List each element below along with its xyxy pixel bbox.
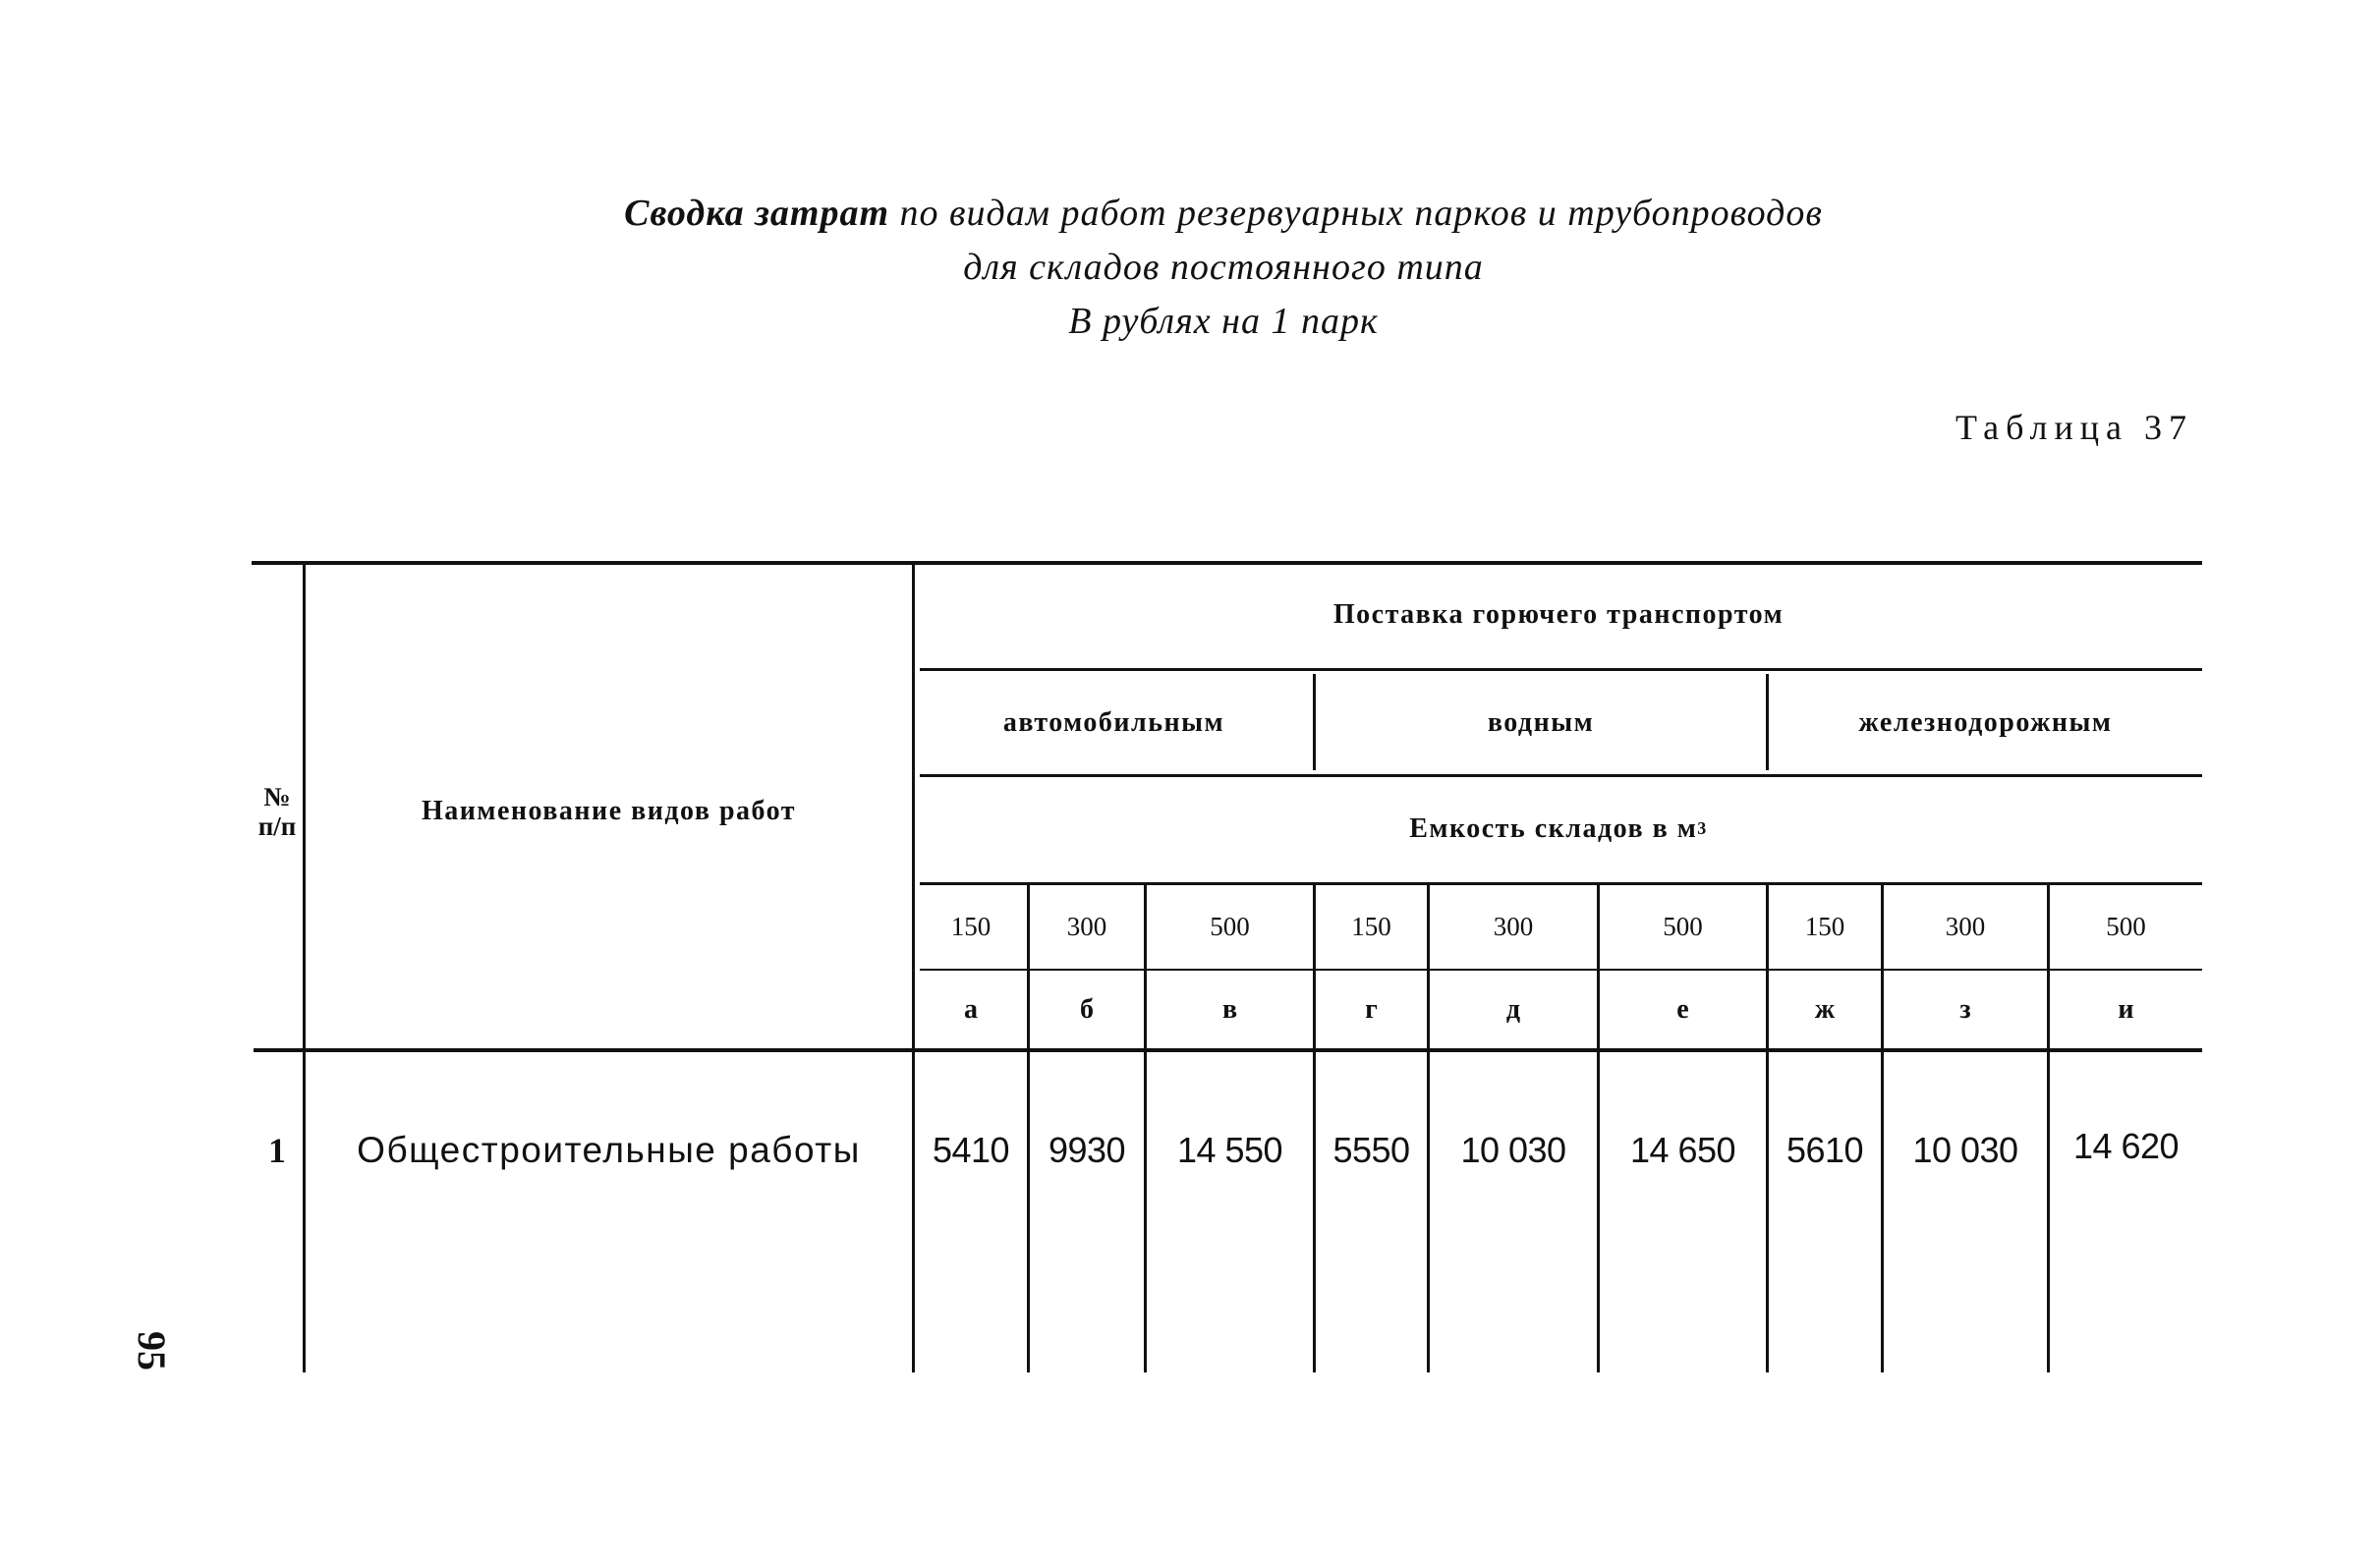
volume-cell-h: 300 <box>1945 912 1986 941</box>
document-title <box>0 187 2380 349</box>
rule-under-transport <box>920 774 2202 777</box>
header-capacity-unit: 3 <box>1697 818 1708 838</box>
title-line-1 <box>0 187 2380 241</box>
rule-header-bottom <box>254 1048 2202 1052</box>
row-1-value-h: 10 030 <box>1912 1130 2018 1170</box>
table-top-rule <box>252 561 2202 565</box>
volume-cell-f: 500 <box>1663 912 1703 941</box>
row-1-value-i: 14 620 <box>2072 1126 2180 1166</box>
row-1-name: Общестроительные работы <box>357 1130 861 1170</box>
row-1-value-g: 5610 <box>1785 1130 1864 1170</box>
volume-cell-b: 300 <box>1066 912 1107 941</box>
letter-cell-a: а <box>964 994 978 1025</box>
cost-summary-table <box>252 561 2202 1372</box>
volume-cell-g: 150 <box>1804 912 1845 941</box>
volume-cell-d: 150 <box>1351 912 1391 941</box>
header-transport-rail: железнодорожным <box>1858 707 2113 738</box>
page-number: 95 <box>130 1331 174 1370</box>
letter-cell-e: д <box>1505 994 1521 1025</box>
row-1-number: 1 <box>268 1131 286 1170</box>
letter-cell-i: и <box>2118 994 2134 1025</box>
table-label: Таблица 37 <box>1955 408 2193 447</box>
header-delivery: Поставка горючего транспортом <box>1332 599 1785 630</box>
rule-under-volumes <box>920 969 2202 971</box>
row-1-value-c: 14 550 <box>1176 1130 1283 1170</box>
volume-cell-a: 150 <box>950 912 992 941</box>
title-bold-part: Сводка затрат <box>624 193 890 234</box>
letter-cell-f: е <box>1676 994 1689 1025</box>
header-number <box>252 757 303 866</box>
letter-cell-h: з <box>1959 994 1971 1025</box>
row-1-value-b: 9930 <box>1048 1130 1126 1170</box>
volume-cell-c: 500 <box>1210 912 1250 941</box>
title-line-2: для складов постоянного типа <box>963 247 1484 288</box>
title-rest-part: по видам работ резервуарных парков и трубопроводов <box>899 193 1823 234</box>
letter-cell-b: б <box>1080 994 1094 1025</box>
row-1-value-e: 10 030 <box>1460 1130 1566 1170</box>
row-1-value-f: 14 650 <box>1629 1130 1736 1170</box>
row-1-value-a: 5410 <box>932 1130 1010 1170</box>
letter-cell-g: ж <box>1814 994 1836 1025</box>
letter-cell-d: г <box>1365 994 1378 1025</box>
header-capacity <box>915 787 2202 870</box>
header-number-sign: № <box>263 782 291 811</box>
vrule-number <box>303 561 306 1372</box>
row-1-value-d: 5550 <box>1332 1130 1410 1170</box>
volume-cell-e: 300 <box>1493 912 1534 941</box>
header-capacity-text: Емкость складов в м <box>1409 812 1698 844</box>
title-line-3: В рублях на 1 парк <box>1068 301 1379 342</box>
header-work-type: Наименование видов работ <box>421 796 797 826</box>
header-transport-auto: автомобильным <box>1002 707 1225 738</box>
rule-under-delivery <box>920 668 2202 671</box>
volume-cell-i: 500 <box>2106 912 2146 941</box>
header-number-abbrev: п/п <box>257 811 297 841</box>
letter-cell-c: в <box>1221 994 1238 1025</box>
header-transport-water: водным <box>1487 707 1595 738</box>
